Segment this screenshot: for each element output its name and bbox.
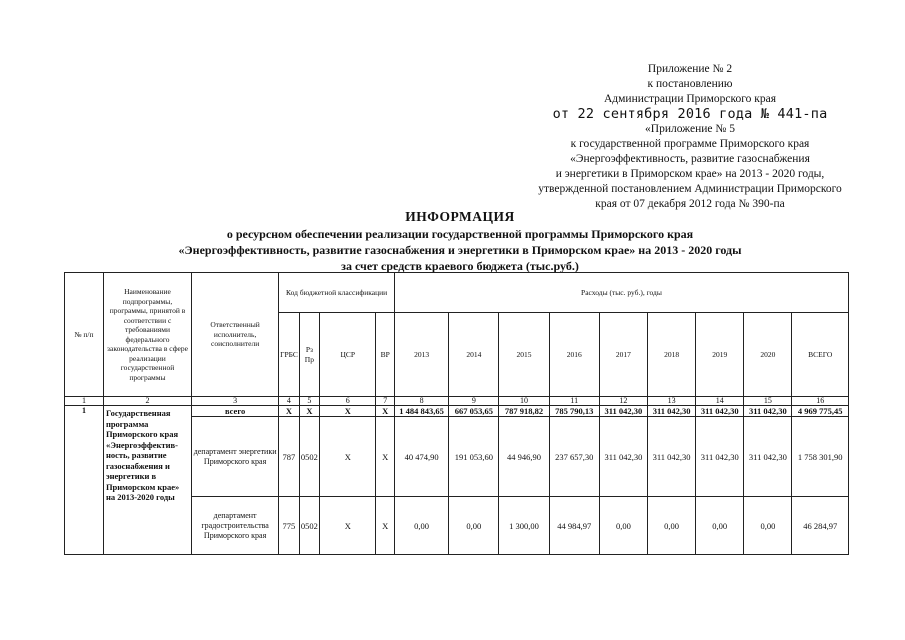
value-cell: 40 474,90 [394, 417, 448, 497]
header-year: 2020 [744, 313, 792, 397]
value-cell: 787 918,82 [499, 406, 549, 417]
executor-cell: департамент энергетики Приморского края [192, 417, 279, 497]
value-cell: 0,00 [599, 497, 647, 555]
column-number: 13 [648, 397, 696, 406]
column-numbers-row [65, 397, 849, 406]
column-number: 2 [103, 397, 191, 406]
vr-cell: X [376, 417, 394, 497]
value-cell: 0,00 [449, 497, 499, 555]
header-budget-code: Код бюджетной классификации [279, 273, 395, 313]
header-rzpr: Рз Пр [299, 313, 319, 397]
column-number: 5 [299, 397, 319, 406]
value-cell: 311 042,30 [648, 417, 696, 497]
table-row-total [65, 406, 849, 417]
grbs-cell: 775 [279, 497, 299, 555]
appendix-line: «Энергоэффективность, развитие газоснабжения [570, 153, 810, 165]
value-cell: 311 042,30 [599, 406, 647, 417]
header-year: 2018 [648, 313, 696, 397]
executor-cell: всего [192, 406, 279, 417]
value-cell: 1 300,00 [499, 497, 549, 555]
csr-cell: X [320, 417, 376, 497]
value-cell: 44 946,90 [499, 417, 549, 497]
header-year: 2019 [696, 313, 744, 397]
appendix-line: к постановлению [647, 78, 733, 90]
column-number: 15 [744, 397, 792, 406]
column-number: 9 [449, 397, 499, 406]
appendix-line: и энергетики в Приморском крае» на 2013 - 2020 годы, [555, 168, 825, 180]
value-cell: 0,00 [744, 497, 792, 555]
total-cell: 1 758 301,90 [792, 417, 849, 497]
column-number: 1 [65, 397, 104, 406]
column-number: 8 [394, 397, 448, 406]
rzpr-cell: X [299, 406, 319, 417]
column-number: 7 [376, 397, 394, 406]
column-number: 12 [599, 397, 647, 406]
appendix-header [500, 62, 880, 212]
appendix-line: Администрации Приморского края [604, 93, 776, 105]
value-cell: 0,00 [648, 497, 696, 555]
header-csr: ЦСР [320, 313, 376, 397]
header-executor: Ответственный исполнитель, соисполнители [192, 273, 279, 397]
executor-cell: департамент градостроительства Приморского края [192, 497, 279, 555]
column-number: 11 [549, 397, 599, 406]
column-number: 3 [192, 397, 279, 406]
header-year: 2016 [549, 313, 599, 397]
appendix-line: края от 07 декабря 2012 года № 390-па [595, 198, 785, 210]
appendix-line: Приложение № 2 [647, 63, 733, 75]
header-year: 2017 [599, 313, 647, 397]
value-cell: 311 042,30 [648, 406, 696, 417]
vr-cell: X [376, 497, 394, 555]
document-title [60, 208, 860, 274]
title-line: «Энергоэффективность, развитие газоснабжения и энергетики в Приморском крае» на 2013 - 2020 годы [178, 243, 742, 257]
value-cell: 311 042,30 [696, 406, 744, 417]
header-num: № п/п [65, 273, 104, 397]
resource-table [64, 272, 849, 555]
value-cell: 1 484 843,65 [394, 406, 448, 417]
value-cell: 44 984,97 [549, 497, 599, 555]
header-vr: ВР [376, 313, 394, 397]
program-name-cell: Государственная программа Приморского края «Энергоэффектив-ность, развитие газоснабжения и энергетики в Приморском крае» на 2013-2020 годы [103, 406, 191, 555]
header-total: ВСЕГО [792, 313, 849, 397]
value-cell: 311 042,30 [599, 417, 647, 497]
csr-cell: X [320, 406, 376, 417]
header-year: 2013 [394, 313, 448, 397]
row-num: 1 [65, 406, 104, 555]
total-cell: 4 969 775,45 [792, 406, 849, 417]
vr-cell: X [376, 406, 394, 417]
header-year: 2014 [449, 313, 499, 397]
value-cell: 311 042,30 [744, 417, 792, 497]
column-number: 16 [792, 397, 849, 406]
total-cell: 46 284,97 [792, 497, 849, 555]
header-grbs: ГРБС [279, 313, 299, 397]
column-number: 14 [696, 397, 744, 406]
value-cell: 311 042,30 [696, 417, 744, 497]
title-line: за счет средств краевого бюджета (тыс.руб.) [341, 259, 579, 273]
header-year: 2015 [499, 313, 549, 397]
title-heading: ИНФОРМАЦИЯ [405, 209, 515, 224]
title-line: о ресурсном обеспечении реализации государственной программы Приморского края [226, 227, 694, 241]
value-cell: 311 042,30 [744, 406, 792, 417]
value-cell: 785 790,13 [549, 406, 599, 417]
appendix-line: «Приложение № 5 [645, 123, 735, 135]
value-cell: 237 657,30 [549, 417, 599, 497]
value-cell: 0,00 [394, 497, 448, 555]
csr-cell: X [320, 497, 376, 555]
appendix-date: от 22 сентября 2016 года № 441-па [552, 106, 828, 122]
grbs-cell: X [279, 406, 299, 417]
rzpr-cell: 0502 [299, 417, 319, 497]
column-number: 6 [320, 397, 376, 406]
column-number: 10 [499, 397, 549, 406]
value-cell: 0,00 [696, 497, 744, 555]
appendix-line: к государственной программе Приморского края [570, 138, 810, 150]
column-number: 4 [279, 397, 299, 406]
header-expenses: Расходы (тыс. руб.), годы [394, 273, 848, 313]
grbs-cell: 787 [279, 417, 299, 497]
value-cell: 191 053,60 [449, 417, 499, 497]
appendix-line: утвержденной постановлением Администрации Приморского [538, 183, 842, 195]
rzpr-cell: 0502 [299, 497, 319, 555]
value-cell: 667 053,65 [449, 406, 499, 417]
header-program-name: Наименование подпрограммы, программы, принятой в соответствии с требованиями федерального законодательства в сфере реализации государственной программы [103, 273, 191, 397]
